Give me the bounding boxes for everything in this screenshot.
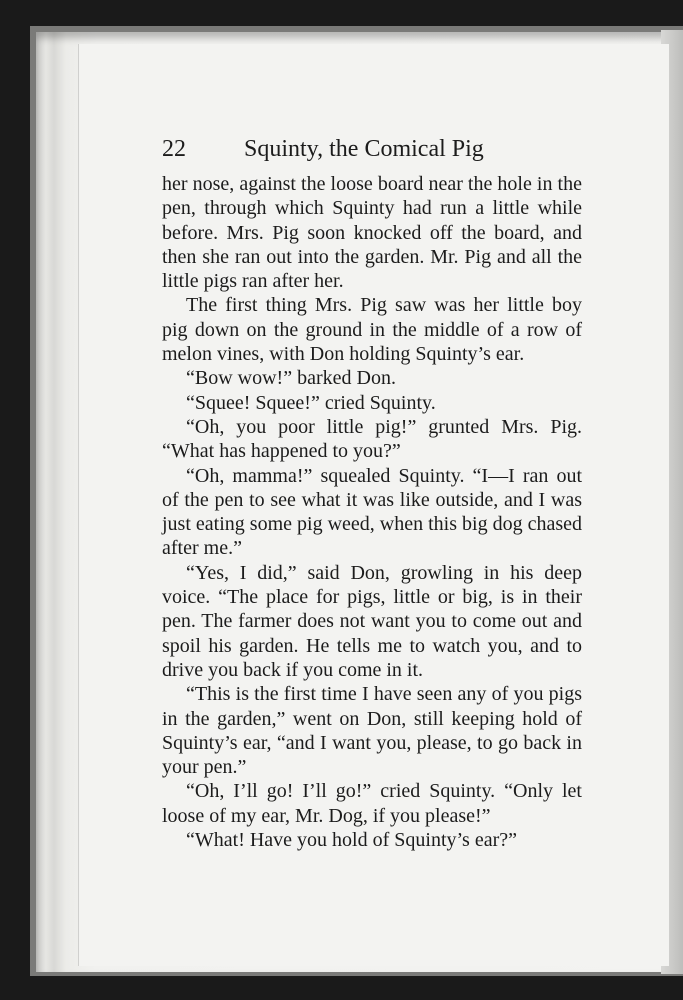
paragraph: her nose, against the loose board near the hole in the pen, through which Squinty had run a little while before. Mrs. Pig soon knocked off the board, and then she ran out into the garden. Mr. Pig and all the little pigs ran after her. xyxy=(162,173,582,293)
paragraph: “Oh, I’ll go! I’ll go!” cried Squinty. “Only let loose of my ear, Mr. Dog, if you please!” xyxy=(162,780,582,827)
paragraph: “Bow wow!” barked Don. xyxy=(186,367,396,390)
paragraph: “Oh, mamma!” squealed Squinty. “I—I ran out of the pen to see what it was like outside, and I was just eating some pig weed, when this big dog chased after me.” xyxy=(162,464,582,560)
paragraph: “What! Have you hold of Squinty’s ear?” xyxy=(186,829,518,852)
page-body xyxy=(162,172,582,852)
paragraph: “Yes, I did,” said Don, growling in his deep voice. “The place for pigs, little or big, is in their pen. The farmer does not want you to come out and spoil his garden. He tells me to watch you, and to drive you back if you come in it. xyxy=(162,561,582,681)
running-title: Squinty, the Comical Pig xyxy=(244,136,484,162)
paragraph: The first thing Mrs. Pig saw was her little boy pig down on the ground in the middle of a row of melon vines, with Don holding Squinty’s ear. xyxy=(162,294,582,366)
paragraph: “This is the first time I have seen any of you pigs in the garden,” went on Don, still keeping hold of Squinty’s ear, “and I want you, please, to go back in your pen.” xyxy=(162,683,582,779)
page-header xyxy=(162,136,582,166)
paragraph: “Squee! Squee!” cried Squinty. xyxy=(186,391,436,414)
paragraph: “Oh, you poor little pig!” grunted Mrs. Pig. “What has happened to you?” xyxy=(162,415,582,463)
page-number: 22 xyxy=(162,136,186,162)
